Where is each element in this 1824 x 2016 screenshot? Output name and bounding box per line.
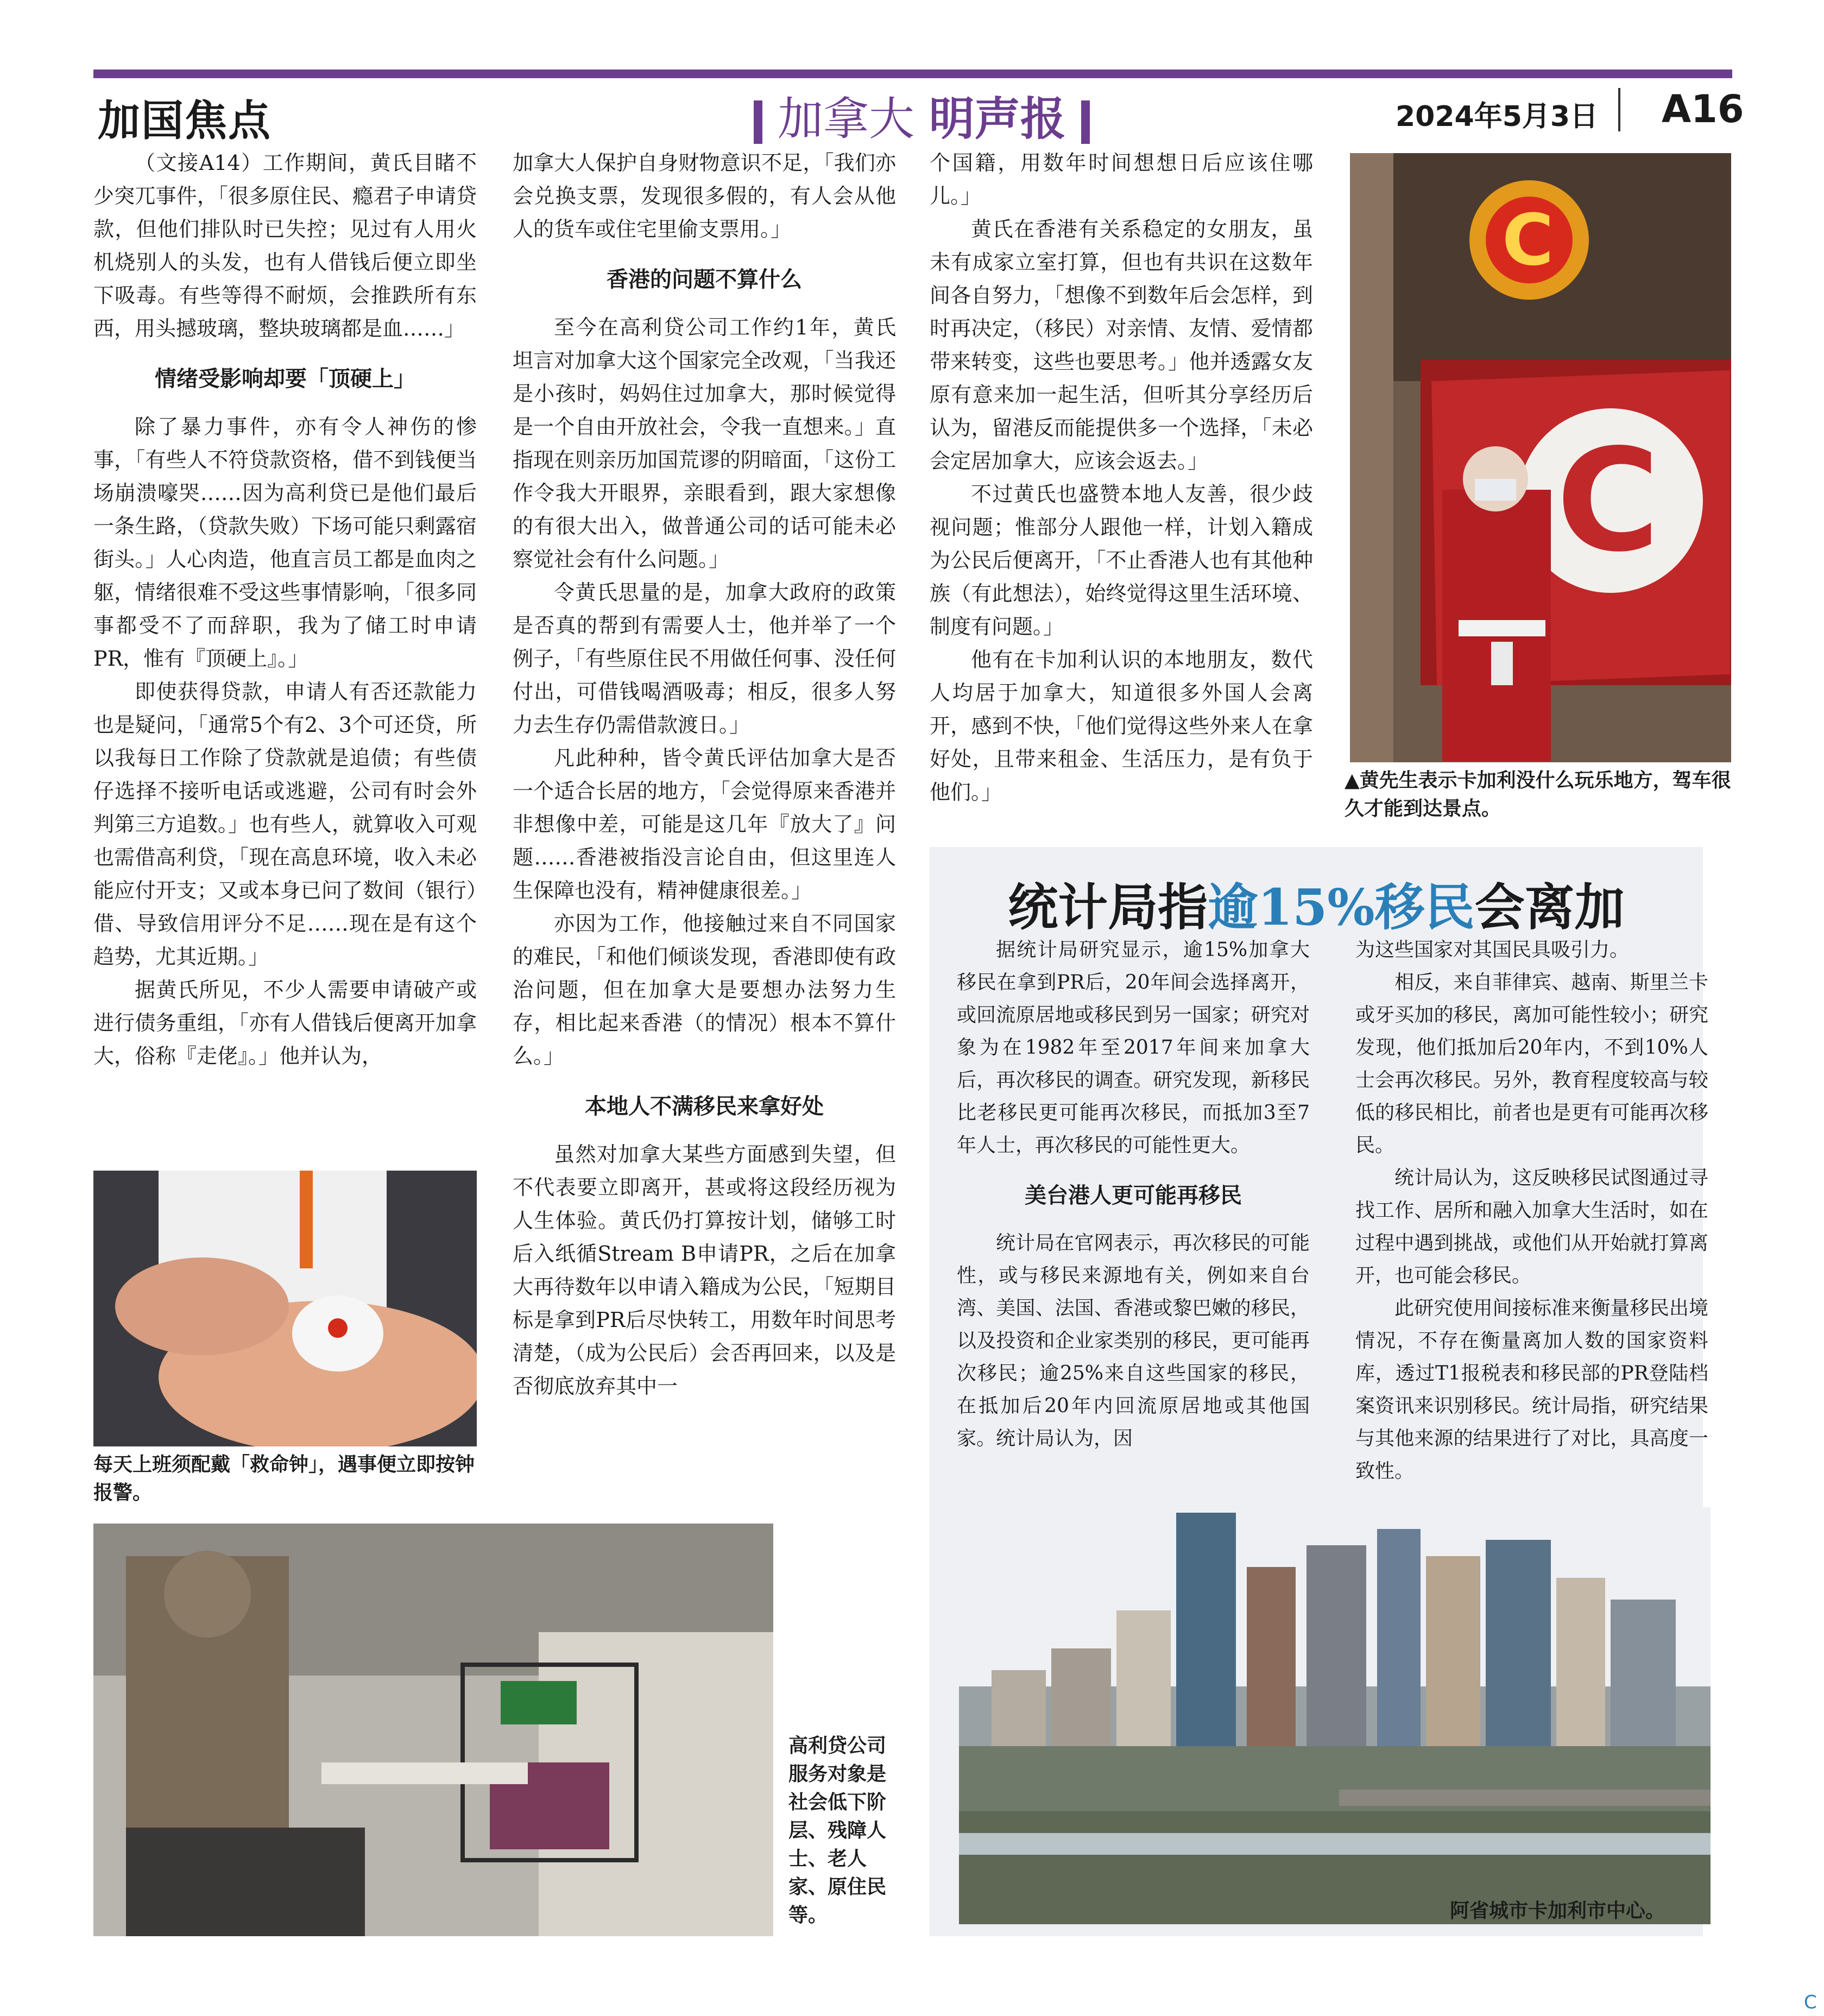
paragraph: 虽然对加拿大某些方面感到失望，但不代表要立即离开，甚或将这段经历视为人生体验。黄氏仍打算按计划，储够工时后入纸循Stream B申请PR，之后在加拿大再待数年以申请入籍成为公民，「短期目标是拿到PR后尽快转工，用数年时间思考清楚，（成为公民后）会否再回来，以及是否彻底放弃其中一 [513, 1142, 896, 1398]
flames-photo-caption: ▲黄先生表示卡加利没什么玩乐地方，驾车很久才能到达景点。 [1345, 769, 1731, 820]
headline-post: 会离加 [1474, 878, 1625, 937]
masthead-right: 明声报 [929, 92, 1066, 146]
paragraph: （文接A14）工作期间，黄氏目睹不少突兀事件，「很多原住民、瘾君子申请贷款，但他们排队时已失控；见过有人用火机烧别人的头发，也有人借钱后便立即坐下吸毒。有些等得不耐烦，会推跌所有东西，用头撼玻璃，整块玻璃都是血……」 [93, 151, 477, 340]
top-rule [93, 69, 1732, 78]
feature-column-right [1355, 934, 1708, 1488]
paragraph: 相反，来自菲律宾、越南、斯里兰卡或牙买加的移民，离加可能性较小；研究发现，他们抵加后20年内，不到10%人士会再次移民。另外，教育程度较高与较低的移民相比，前者也是更有可能再次移民。 [1355, 971, 1708, 1156]
feature-headline [930, 868, 1703, 939]
paragraph: 据黄氏所见，不少人需要申请破产或进行债务重组，「亦有人借钱后便离开加拿大，俗称『走佬』。」他并认为， [93, 978, 477, 1068]
article-column-2 [513, 147, 896, 1403]
alarm-photo-caption: 每天上班须配戴「救命钟」，遇事便立即按钟报警。 [93, 1453, 475, 1504]
page-number: A16 [1662, 87, 1744, 131]
alarm-button-illustration [93, 1171, 477, 1446]
masthead-left: 加拿大 [778, 92, 915, 146]
svg-text:C: C [1502, 199, 1554, 281]
alarm-button-photo [93, 1171, 477, 1446]
paragraph: 据统计局研究显示，逾15%加拿大移民在拿到PR后，20年间会选择离开，或回流原居地或移民到另一国家；研究对象为在1982年至2017年间来加拿大后，再次移民的调查。研究发现，新移民比老移民更可能再次移民，而抵加3至7年人士，再次移民的可能性更大。 [957, 939, 1310, 1156]
paragraph: 统计局认为，这反映移民试图通过寻找工作、居所和融入加拿大生活时，如在过程中遇到挑战，或他们从开始就打算离开，也可能会移民。 [1355, 1167, 1708, 1287]
article-column-1 [93, 147, 477, 1073]
masthead-bar-right [1081, 100, 1090, 144]
paragraph: 亦因为工作，他接触过来自不同国家的难民，「和他们倾谈发现，香港即使有政治问题，但在加拿大是要想办法努力生存，相比起来香港（的情况）根本不算什么。」 [513, 912, 896, 1068]
paragraph: 黄氏在香港有关系稳定的女朋友，虽未有成家立室打算，但也有共识在这数年间各自努力，「想像不到数年后会怎样，到时再决定，（移民）对亲情、友情、爱情都带来转变，这些也要思考。」他并透露女友原有意来加一起生活，但听其分享经历后认为，留港反而能提供多一个选择，「未必会定居加拿大，应该会返去。」 [930, 217, 1313, 473]
subheading: 美台港人更可能再移民 [1025, 1183, 1242, 1208]
paragraph: 不过黄氏也盛赞本地人友善，很少歧视问题；惟部分人跟他一样，计划入籍成为公民后便离开，「不止香港人也有其他种族（有此想法），始终觉得这里生活环境、制度有问题。」 [930, 482, 1313, 639]
homeless-man-photo [93, 1524, 773, 1936]
paragraph: 统计局在官网表示，再次移民的可能性，或与移民来源地有关，例如来自台湾、美国、法国、香港或黎巴嫩的移民，以及投资和企业家类别的移民，更可能再次移民；逾25%来自这些国家的移民，在抵加后20年内回流原居地或其他国家。统计局认为，因 [957, 1232, 1310, 1450]
subheading: 情绪受影响却要「顶硬上」 [155, 366, 415, 391]
masthead-bar-left [754, 100, 762, 144]
headline-pre: 统计局指 [1008, 878, 1208, 937]
paragraph: 他有在卡加利认识的本地朋友，数代人均居于加拿大，知道很多外国人会离开，感到不快，「他们觉得这些外来人在拿好处，且带来租金、生活压力，是有负于他们。」 [930, 648, 1313, 804]
header-divider [1618, 88, 1620, 131]
paragraph: 加拿大人保护自身财物意识不足，「我们亦会兑换支票，发现很多假的，有人会从他人的货车或住宅里偷支票用。」 [513, 151, 896, 241]
paragraph: 即使获得贷款，申请人有否还款能力也是疑问，「通常5个有2、3个可还贷，所以我每日工作除了贷款就是追债；有些债仔选择不接听电话或逃避，公司有时会外判第三方追数。」也有些人，就算收入可观也需借高利贷，「现在高息环境，收入未必能应付开支；又或本身已问了数间（银行）借、导致信用评分不足……现在是有这个趋势，尤其近期。」 [93, 680, 477, 969]
flames-store-photo [1350, 153, 1731, 762]
paragraph: 个国籍，用数年时间想想日后应该住哪儿。」 [930, 151, 1313, 208]
flames-store-illustration [1350, 153, 1731, 762]
homeless-photo-caption: 高利贷公司服务对象是社会低下阶层、残障人士、老人家、原住民等。 [788, 1735, 887, 1926]
homeless-man-illustration [93, 1524, 773, 1936]
section-title: 加国焦点 [98, 96, 272, 146]
issue-date: 2024年5月3日 [1396, 100, 1599, 133]
paragraph: 为这些国家对其国民具吸引力。 [1355, 939, 1630, 961]
paragraph: 凡此种种，皆令黄氏评估加拿大是否一个适合长居的地方，「会觉得原来香港并非想像中差，可能是这几年『放大了』问题……香港被指没言论自由，但这里连人生保障也没有，精神健康很差。」 [513, 746, 896, 902]
paragraph: 此研究使用间接标准来衡量移民出境情况，不存在衡量离加人数的国家资料库，透过T1报税表和移民部的PR登陆档案资讯来识别移民。统计局指，研究结果与其他来源的结果进行了对比，具高度一致性。 [1355, 1297, 1708, 1482]
calgary-skyline-illustration [959, 1507, 1711, 1924]
skyline-photo-caption: 阿省城市卡加利市中心。 [1450, 1900, 1665, 1922]
subheading: 香港的问题不算什么 [607, 267, 802, 292]
paragraph: 令黄氏思量的是，加拿大政府的政策是否真的帮到有需要人士，他并举了一个例子，「有些原住民不用做任何事、没任何付出，可借钱喝酒吸毒；相反，很多人努力去生存仍需借款渡日。」 [513, 580, 896, 737]
skyline-photo [959, 1507, 1711, 1924]
paragraph: 除了暴力事件，亦有令人神伤的惨事，「有些人不符贷款资格，借不到钱便当场崩溃嚎哭……因为高利贷已是他们最后一条生路，（贷款失败）下场可能只剩露宿街头。」人心肉造，他直言员工都是血肉之躯，情绪很难不受这些事情影响，「很多同事都受不了而辞职，我为了储工时申请PR，惟有『顶硬上』。」 [93, 415, 477, 671]
headline-highlight: 逾15%移民 [1208, 878, 1475, 937]
article-column-3 [930, 147, 1313, 809]
corner-mark: C [1804, 1992, 1817, 2013]
svg-text:C: C [1556, 419, 1660, 583]
subheading: 本地人不满移民来拿好处 [585, 1094, 824, 1119]
feature-column-left [957, 934, 1310, 1455]
paragraph: 至今在高利贷公司工作约1年，黄氏坦言对加拿大这个国家完全改观，「当我还是小孩时，妈妈住过加拿大，那时候觉得是一个自由开放社会，令我一直想来。」直指现在则亲历加国荒谬的阴暗面，「这份工作令我大开眼界，亲眼看到，跟大家想像的有很大出入，做普通公司的话可能未必察觉社会有什么问题。」 [513, 315, 896, 571]
masthead [739, 83, 1105, 148]
